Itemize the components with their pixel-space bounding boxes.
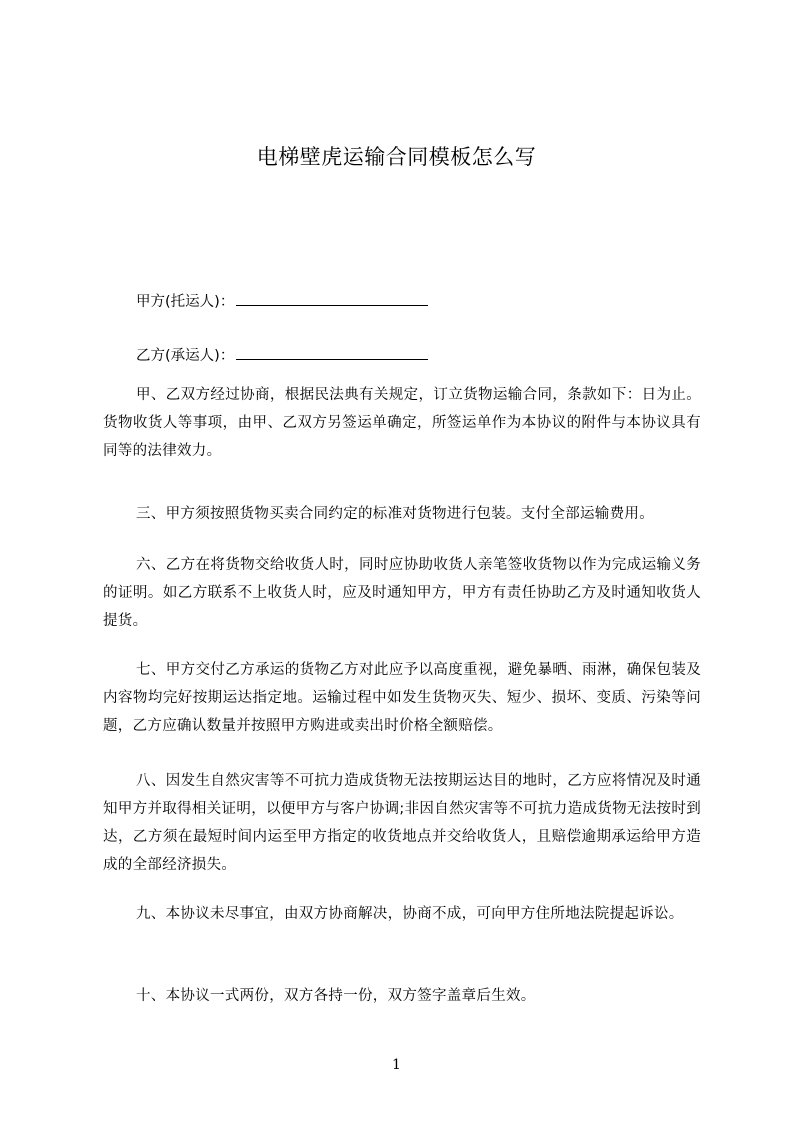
paragraph-clause-7: 七、甲方交付乙方承运的货物乙方对此应予以高度重视，避免暴晒、雨淋，确保包装及内容物均完好按期运达指定地。运输过程中如发生货物灭失、短少、损坏、变质、污染等问题，乙方应确认数量并按照甲方购进或卖出时价格全额赔偿。 <box>103 662 701 734</box>
paragraph-clause-3: 三、甲方须按照货物买卖合同约定的标准对货物进行包装。支付全部运输费用。 <box>136 506 654 522</box>
paragraph-intro: 甲、乙双方经过协商，根据民法典有关规定，订立货物运输合同，条款如下：日为止。货物收货人等事项，由甲、乙双方另签运单确定，所签运单作为本协议的附件与本协议具有同等的法律效力。 <box>103 387 701 459</box>
paragraph-clause-6: 六、乙方在将货物交给收货人时，同时应协助收货人亲笔签收货物以作为完成运输义务的证明。如乙方联系不上收货人时，应及时通知甲方，甲方有责任协助乙方及时通知收货人提货。 <box>103 557 701 629</box>
paragraph-clause-10: 十、本协议一式两份，双方各持一份，双方签字盖章后生效。 <box>136 988 536 1004</box>
document-title: 电梯壁虎运输合同模板怎么写 <box>256 145 537 169</box>
party-b-line <box>136 345 428 366</box>
party-a-blank <box>236 291 428 306</box>
party-a-label: 甲方(托运人)： <box>136 294 235 310</box>
paragraph-clause-8: 八、因发生自然灾害等不可抗力造成货物无法按期运达目的地时，乙方应将情况及时通知甲方并取得相关证明，以便甲方与客户协调;非因自然灾害等不可抗力造成货物无法按时到达，乙方须在最短时间内运至甲方指定的收货地点并交给收货人，且赔偿逾期承运给甲方造成的全部经济损失。 <box>103 773 701 873</box>
party-a-line <box>136 291 428 312</box>
page-number: 1 <box>392 1057 401 1073</box>
party-b-blank <box>236 345 428 360</box>
party-b-label: 乙方(承运人)： <box>136 348 235 364</box>
paragraph-clause-9: 九、本协议未尽事宜，由双方协商解决，协商不成，可向甲方住所地法院提起诉讼。 <box>136 906 684 922</box>
